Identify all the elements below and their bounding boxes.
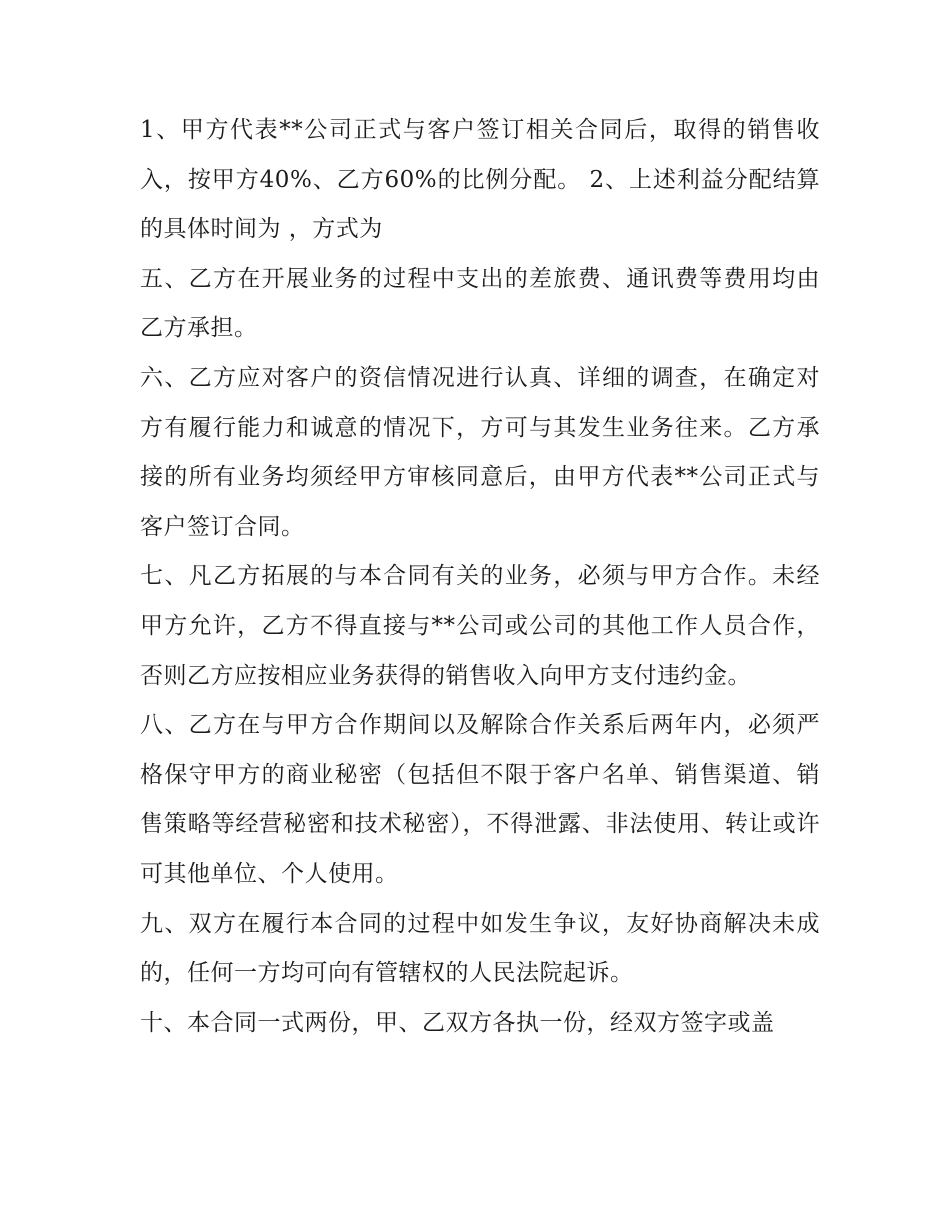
paragraph-clause-9: 九、双方在履行本合同的过程中如发生争议，友好协商解决未成的，任何一方均可向有管辖权的人民法院起诉。 [140,910,820,987]
paragraph-clause-5: 五、乙方在开展业务的过程中支出的差旅费、通讯费等费用均由乙方承担。 [140,265,820,342]
document-page [140,106,820,1048]
paragraph-clause-8: 八、乙方在与甲方合作期间以及解除合作关系后两年内，必须严格保守甲方的商业秘密（包括但不限于客户名单、销售渠道、销售策略等经营秘密和技术秘密），不得泄露、非法使用、转让或许可其他单位、个人使用。 [140,712,820,887]
paragraph-clause-10: 十、本合同一式两份，甲、乙双方各执一份，经双方签字或盖 [140,1009,775,1036]
paragraph-clause-6: 六、乙方应对客户的资信情况进行认真、详细的调查，在确定对方有履行能力和诚意的情况下，方可与其发生业务往来。乙方承接的所有业务均须经甲方审核同意后，由甲方代表**公司正式与客户签订合同。 [140,364,820,540]
paragraph-clause-7: 七、凡乙方拓展的与本合同有关的业务，必须与甲方合作。未经甲方允许，乙方不得直接与**公司或公司的其他工作人员合作，否则乙方应按相应业务获得的销售收入向甲方支付违约金。 [140,563,820,689]
paragraph-profit-distribution: 1、甲方代表**公司正式与客户签订相关合同后，取得的销售收入，按甲方40%、乙方60%的比例分配。 2、上述利益分配结算的具体时间为 ，方式为 [140,117,820,243]
